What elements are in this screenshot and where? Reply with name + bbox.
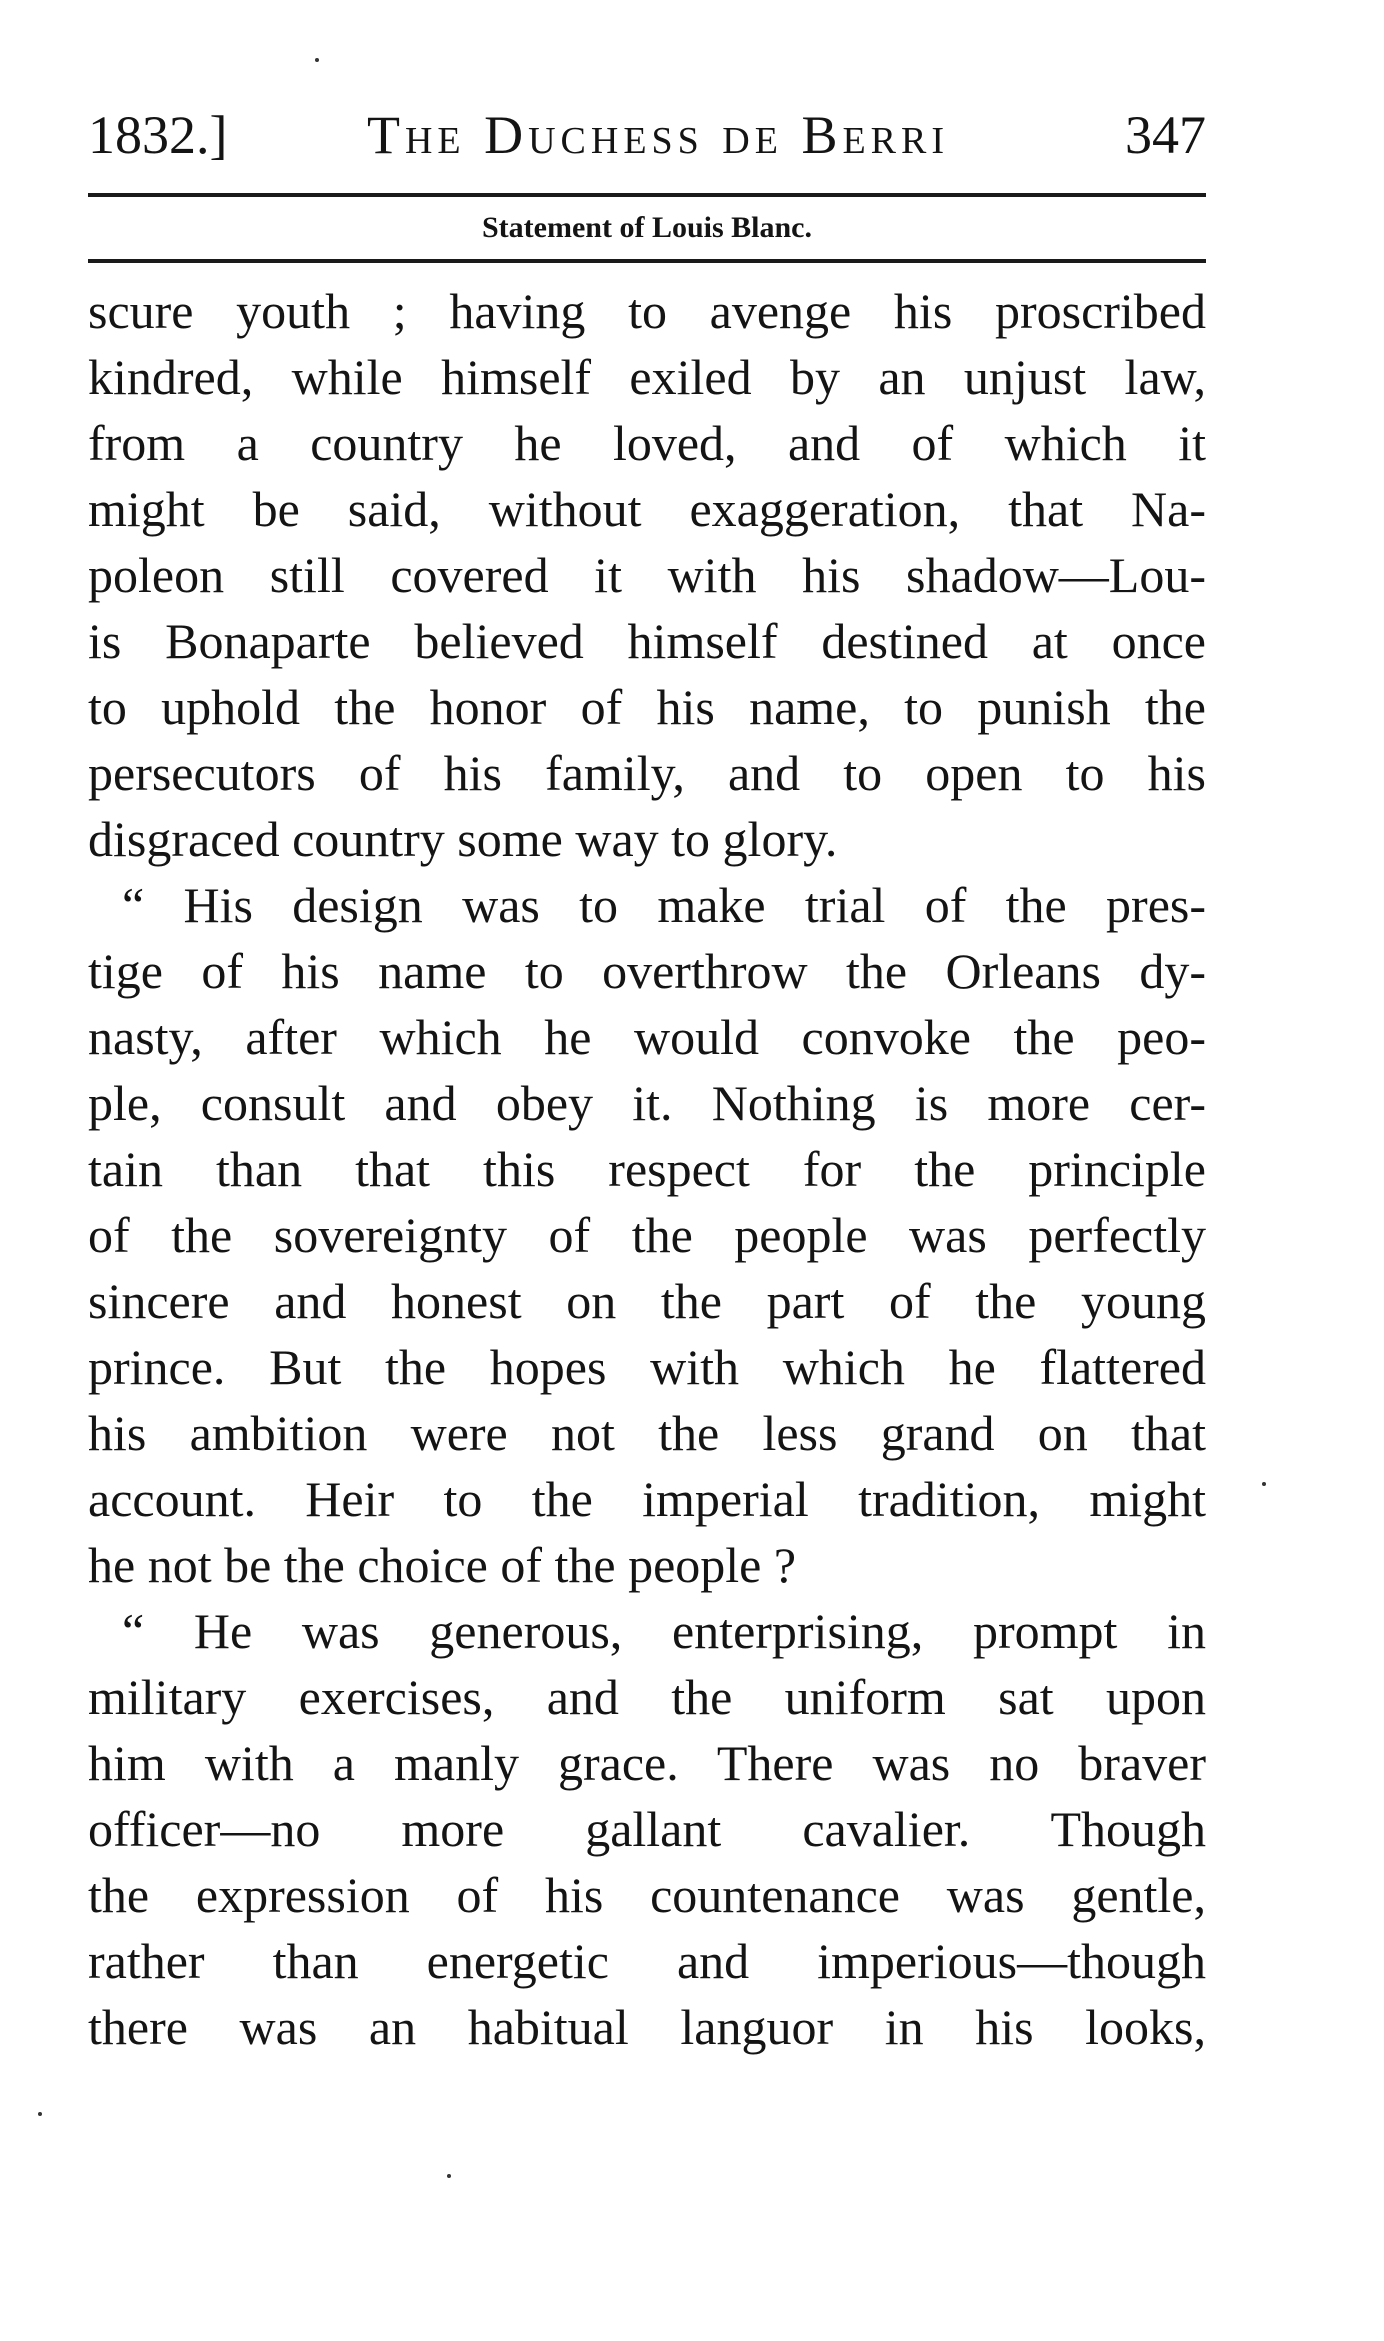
section-subheading: Statement of Louis Blanc. bbox=[482, 211, 812, 244]
paper-speck bbox=[1262, 1482, 1266, 1486]
header-rule-top bbox=[88, 193, 1206, 197]
paper-speck bbox=[447, 2174, 451, 2178]
text-line: poleon still covered it with his shadow—Lou- bbox=[88, 547, 1206, 603]
text-line: prince. But the hopes with which he flattered bbox=[88, 1339, 1206, 1395]
text-line: tige of his name to overthrow the Orleans dy- bbox=[88, 943, 1206, 999]
text-line: from a country he loved, and of which it bbox=[88, 415, 1206, 471]
running-head bbox=[88, 100, 1206, 170]
text-line: account. Heir to the imperial tradition, might bbox=[88, 1471, 1206, 1527]
paper-speck bbox=[38, 2112, 42, 2116]
text-line: is Bonaparte believed himself destined at once bbox=[88, 613, 1206, 669]
text-line: officer—no more gallant cavalier. Though bbox=[88, 1801, 1206, 1857]
text-line: the expression of his countenance was gentle, bbox=[88, 1867, 1206, 1923]
text-line: tain than that this respect for the principle bbox=[88, 1141, 1206, 1197]
page-number: 347 bbox=[1125, 105, 1206, 165]
paper-speck bbox=[315, 58, 319, 62]
text-line: him with a manly grace. There was no braver bbox=[88, 1735, 1206, 1791]
text-line: kindred, while himself exiled by an unjust law, bbox=[88, 349, 1206, 405]
text-line: military exercises, and the uniform sat upon bbox=[88, 1669, 1206, 1725]
text-line: disgraced country some way to glory. bbox=[88, 811, 838, 867]
header-rule-bottom bbox=[88, 259, 1206, 263]
body-text bbox=[88, 278, 1206, 2060]
text-line: rather than energetic and imperious—though bbox=[88, 1933, 1206, 1989]
text-line: persecutors of his family, and to open to his bbox=[88, 745, 1206, 801]
text-line: “ His design was to make trial of the pres- bbox=[122, 877, 1206, 933]
header-title: The Duchess de Berri bbox=[366, 105, 950, 165]
text-line: he not be the choice of the people ? bbox=[88, 1537, 797, 1593]
text-line: might be said, without exaggeration, that Na- bbox=[88, 481, 1206, 537]
text-line: ple, consult and obey it. Nothing is more cer- bbox=[88, 1075, 1206, 1131]
text-line: nasty, after which he would convoke the peo- bbox=[88, 1009, 1206, 1065]
header-year: 1832.] bbox=[88, 105, 228, 165]
text-line: there was an habitual languor in his looks, bbox=[88, 1999, 1206, 2055]
text-line: of the sovereignty of the people was perfectly bbox=[88, 1207, 1206, 1263]
text-line: scure youth ; having to avenge his proscribed bbox=[88, 283, 1206, 339]
text-line: “ He was generous, enterprising, prompt in bbox=[122, 1603, 1206, 1659]
text-line: sincere and honest on the part of the young bbox=[88, 1273, 1206, 1329]
text-line: his ambition were not the less grand on that bbox=[88, 1405, 1206, 1461]
text-line: to uphold the honor of his name, to punish the bbox=[88, 679, 1206, 735]
